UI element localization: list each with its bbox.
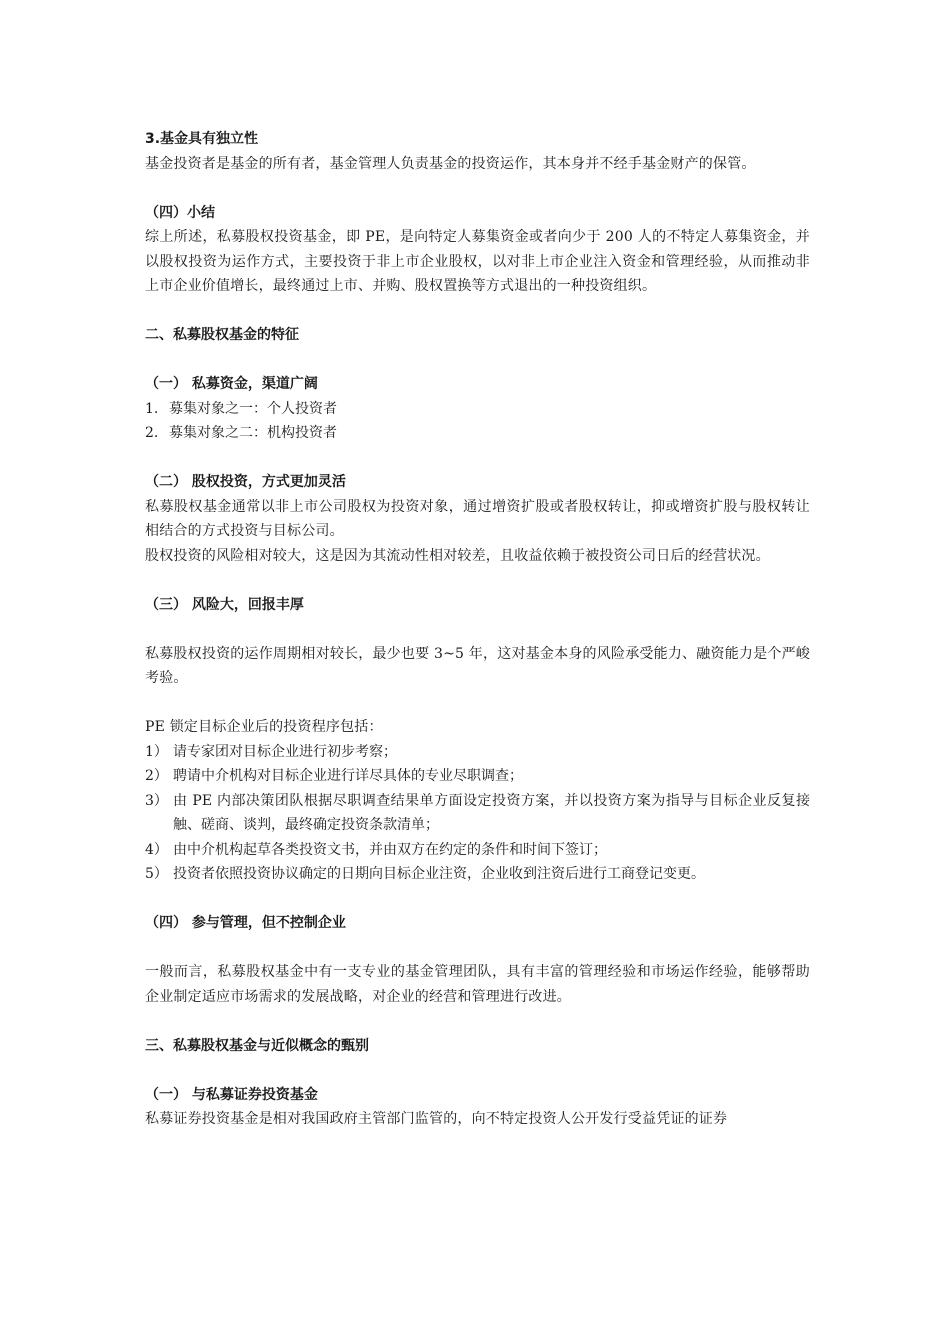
subheading-private-securities-fund: （一） 与私募证券投资基金 [145, 1086, 318, 1103]
section-heading-independence: 3.基金具有独立性 [145, 131, 259, 147]
list-item: 3） 由 PE 内部决策团队根据尽职调查结果单方面设定投资方案，并以投资方案为指导与目标企业反复接触、磋商、谈判，最终确定投资条款清单； [145, 792, 810, 833]
section-heading-summary: （四）小结 [145, 204, 215, 221]
list-item: 2） 聘请中介机构对目标企业进行详尽具体的专业尽职调查； [145, 768, 523, 784]
subheading-participate-management: （四） 参与管理，但不控制企业 [145, 915, 346, 931]
list-investment-procedure [145, 740, 810, 887]
subheading-risk-return: （三） 风险大，回报丰厚 [145, 596, 304, 613]
paragraph-private-securities-fund: 私募证券投资基金是相对我国政府主管部门监管的，向不特定投资人公开发行受益凭证的证券 [145, 1111, 728, 1127]
document-page [145, 127, 810, 1132]
paragraph-equity-investment-2: 股权投资的风险相对较大，这是因为其流动性相对较差，且收益依赖于被投资公司日后的经营状况。 [145, 547, 770, 564]
paragraph-summary: 综上所述，私募股权投资基金，即 PE，是向特定人募集资金或者向少于 200 人的不特定人募集资金，并以股权投资为运作方式，主要投资于非上市企业股权，以对非上市企业注入资金和管理经验，从而推动非上市企业价值增长，最终通过上市、并购、股权置换等方式退出的一种投资组织。 [145, 229, 810, 294]
list-fundraising-targets [145, 397, 810, 446]
subheading-private-funds: （一） 私募资金，渠道广阔 [145, 376, 318, 392]
paragraph-equity-investment-1: 私募股权基金通常以非上市公司股权为投资对象，通过增资扩股或者股权转让，抑或增资扩股与股权转让相结合的方式投资与目标公司。 [145, 498, 810, 539]
part-heading-distinction: 三、私募股权基金与近似概念的甄别 [145, 1037, 369, 1054]
list-item: 5） 投资者依照投资协议确定的日期向目标企业注资，企业收到注资后进行工商登记变更。 [145, 866, 705, 882]
paragraph-risk-return: 私募股权投资的运作周期相对较长，最少也要 3~5 年，这对基金本身的风险承受能力、融资能力是个严峻考验。 [145, 645, 810, 686]
list-item: 4） 由中介机构起草各类投资文书，并由双方在约定的条件和时间下签订； [145, 841, 607, 858]
paragraph-independence: 基金投资者是基金的所有者，基金管理人负责基金的投资运作，其本身并不经手基金财产的保管。 [145, 155, 756, 172]
subheading-equity-investment: （二） 股权投资，方式更加灵活 [145, 474, 346, 490]
part-heading-features: 二、私募股权基金的特征 [145, 327, 299, 343]
paragraph-procedure-intro: PE 锁定目标企业后的投资程序包括： [145, 719, 383, 735]
list-item: 2. 募集对象之二：机构投资者 [145, 425, 337, 441]
list-item: 1. 募集对象之一：个人投资者 [145, 400, 337, 417]
list-item: 1） 请专家团对目标企业进行初步考察； [145, 743, 397, 760]
paragraph-participate-management: 一般而言，私募股权基金中有一支专业的基金管理团队，具有丰富的管理经验和市场运作经验，能够帮助企业制定适应市场需求的发展战略，对企业的经营和管理进行改进。 [145, 964, 810, 1005]
